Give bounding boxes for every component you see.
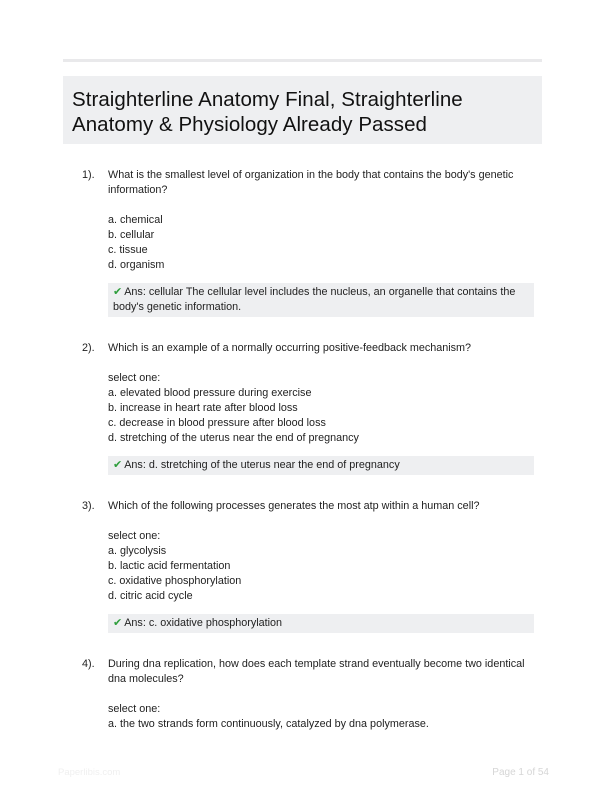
- option-c: c. decrease in blood pressure after blood loss: [108, 417, 326, 429]
- answer-box: [108, 283, 534, 317]
- question-body: [108, 341, 534, 475]
- question-body: [108, 168, 534, 317]
- question-body: [108, 499, 534, 633]
- question-text: Which is an example of a normally occurring positive-feedback mechanism?: [108, 342, 472, 354]
- options-list: [108, 702, 534, 732]
- option-a: a. glycolysis: [108, 545, 167, 557]
- watermark: Paperlibis.com: [58, 767, 121, 778]
- option-b: b. lactic acid fermentation: [108, 560, 231, 572]
- question-number: 2).: [82, 342, 95, 354]
- question-text: What is the smallest level of organization in the body that contains the body's genetic information?: [108, 169, 514, 196]
- answer-text: Ans: d. stretching of the uterus near the end of pregnancy: [124, 459, 400, 471]
- top-divider: [63, 59, 542, 62]
- question-body: [108, 657, 534, 732]
- options-list: [108, 371, 534, 446]
- option-a: a. chemical: [108, 214, 163, 226]
- option-a: a. elevated blood pressure during exercise: [108, 387, 312, 399]
- answer-box: [108, 614, 534, 633]
- option-c: c. oxidative phosphorylation: [108, 575, 242, 587]
- option-d: d. organism: [108, 259, 165, 271]
- question-text: During dna replication, how does each template strand eventually become two identical dna molecules?: [108, 658, 525, 685]
- answer-box: [108, 456, 534, 475]
- question-number: 3).: [82, 500, 95, 512]
- question-text: Which of the following processes generates the most atp within a human cell?: [108, 500, 480, 512]
- select-one-label: select one:: [108, 530, 161, 542]
- option-a: a. the two strands form continuously, catalyzed by dna polymerase.: [108, 718, 429, 730]
- option-d: d. stretching of the uterus near the end of pregnancy: [108, 432, 359, 444]
- question-number: 1).: [82, 169, 95, 181]
- check-icon: ✔: [113, 617, 123, 629]
- answer-text: Ans: c. oxidative phosphorylation: [124, 617, 283, 629]
- option-d: d. citric acid cycle: [108, 590, 193, 602]
- option-c: c. tissue: [108, 244, 148, 256]
- option-b: b. increase in heart rate after blood loss: [108, 402, 298, 414]
- question-number: 4).: [82, 658, 95, 670]
- select-one-label: select one:: [108, 372, 161, 384]
- options-list: [108, 529, 534, 604]
- option-b: b. cellular: [108, 229, 155, 241]
- check-icon: ✔: [113, 459, 123, 471]
- title-banner: [63, 76, 542, 144]
- answer-text: Ans: cellular The cellular level includes the nucleus, an organelle that contains the body's genetic information.: [113, 286, 516, 313]
- options-list: [108, 213, 534, 273]
- document-title: Straighterline Anatomy Final, Straighterline Anatomy & Physiology Already Passed: [72, 88, 463, 136]
- page-indicator: Page 1 of 54: [492, 767, 549, 778]
- check-icon: ✔: [113, 286, 123, 298]
- select-one-label: select one:: [108, 703, 161, 715]
